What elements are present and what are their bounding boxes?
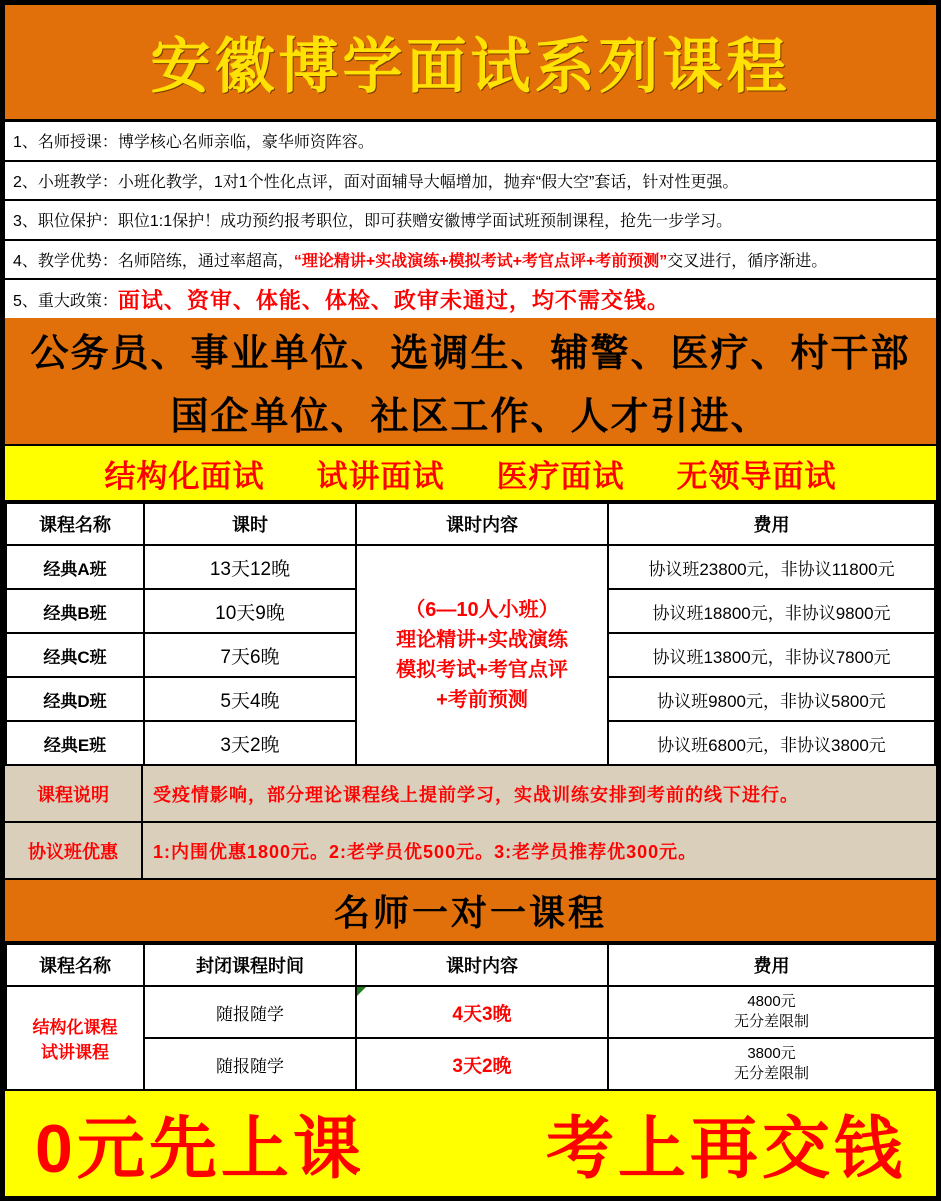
interview-type-leaderless: 无领导面试 (676, 458, 837, 494)
course-d-hours: 5天4晚 (144, 677, 356, 721)
course-note-row (5, 766, 936, 823)
course-e-hours: 3天2晚 (144, 721, 356, 765)
course-e-name: 经典E班 (6, 721, 144, 765)
row2-fee (608, 1038, 935, 1090)
row2-fee-line2: 无分差限制 (733, 1065, 809, 1082)
header2-content: 课时内容 (356, 944, 608, 986)
intro-point-4-suffix: 交叉进行，循序渐进。 (667, 253, 828, 271)
course-table-header-row (6, 503, 935, 545)
row1-hours-text: 4天3晚 (452, 1003, 512, 1025)
intro-point-5-highlight: 面试、资审、体能、体检、政审未通过，均不需交钱。 (117, 287, 670, 313)
content-line-2: 理论精讲+实战演练 (396, 629, 568, 651)
course-note-text: 受疫情影响，部分理论课程线上提前学习，实战训练安排到考前的线下进行。 (153, 784, 799, 805)
intro-point-5-prefix: 5、重大政策： (13, 292, 118, 310)
bottom-slogan-banner (5, 1091, 936, 1196)
course-b-hours: 10天9晚 (144, 589, 356, 633)
page-title: 安徽博学面试系列课程 (150, 33, 791, 100)
intro-point-2 (5, 162, 936, 202)
one-to-one-table-section (5, 943, 936, 1091)
interview-types-banner (5, 446, 936, 502)
header2-schedule: 封闭课程时间 (144, 944, 356, 986)
intro-points (5, 122, 936, 318)
one-to-one-title: 名师一对一课程 (333, 892, 607, 933)
course-c-hours: 7天6晚 (144, 633, 356, 677)
course-name-structured: 结构化课程 (32, 1018, 118, 1037)
intro-point-4-prefix: 4、教学优势：名师陪练，通过率超高， (13, 253, 294, 271)
course-b-fee: 协议班18800元，非协议9800元 (608, 589, 935, 633)
row2-hours-text: 3天2晚 (452, 1055, 512, 1077)
one-to-one-row-2 (6, 1038, 935, 1090)
intro-point-5 (5, 280, 936, 318)
header-course-name: 课程名称 (6, 503, 144, 545)
row1-schedule: 随报随学 (144, 986, 356, 1038)
row1-hours (356, 986, 608, 1038)
intro-point-1-text: 1、名师授课：博学核心名师亲临，豪华师资阵容。 (13, 134, 374, 152)
header-content: 课时内容 (356, 503, 608, 545)
intro-point-3 (5, 201, 936, 241)
header-hours: 课时 (144, 503, 356, 545)
one-to-one-course-names (6, 986, 144, 1090)
discount-note-row (5, 823, 936, 880)
content-line-3: 模拟考试+考官点评 (396, 659, 568, 681)
one-to-one-header-row (6, 944, 935, 986)
row1-fee-line1: 4800元 (747, 993, 796, 1010)
content-line-1: （6—10人小班） (405, 599, 559, 621)
course-d-fee: 协议班9800元，非协议5800元 (608, 677, 935, 721)
course-row-a (6, 545, 935, 589)
one-to-one-row-1 (6, 986, 935, 1038)
interview-type-structured: 结构化面试 (104, 458, 265, 494)
course-name-lecture: 试讲课程 (41, 1043, 109, 1062)
course-e-fee: 协议班6800元，非协议3800元 (608, 721, 935, 765)
jobs-banner (5, 318, 936, 446)
slogan-left: 0元先上课 (35, 1111, 365, 1187)
intro-point-4 (5, 241, 936, 281)
intro-point-4-highlight: “理论精讲+实战演练+模拟考试+考官点评+考前预测” (293, 253, 668, 271)
intro-point-2-text: 2、小班教学：小班化教学，1对1个性化点评，面对面辅导大幅增加，抛弃“假大空”套话，针对性更强。 (13, 173, 739, 191)
intro-point-1 (5, 122, 936, 162)
course-a-hours: 13天12晚 (144, 545, 356, 589)
course-b-name: 经典B班 (6, 589, 144, 633)
course-d-name: 经典D班 (6, 677, 144, 721)
intro-point-3-text: 3、职位保护：职位1:1保护！成功预约报考职位，即可获赠安徽博学面试班预制课程，抢先一步学习。 (13, 213, 733, 231)
slogan-right: 考上再交钱 (545, 1111, 906, 1187)
interview-type-medical: 医疗面试 (496, 458, 625, 494)
course-a-name: 经典A班 (6, 545, 144, 589)
row2-hours (356, 1038, 608, 1090)
row1-fee (608, 986, 935, 1038)
one-to-one-banner (5, 880, 936, 943)
row2-schedule: 随报随学 (144, 1038, 356, 1090)
header-banner (5, 5, 936, 122)
header2-course-name: 课程名称 (6, 944, 144, 986)
course-c-fee: 协议班13800元，非协议7800元 (608, 633, 935, 677)
jobs-line-2: 国企单位、社区工作、人才引进、 (170, 396, 771, 438)
header-fee: 费用 (608, 503, 935, 545)
interview-type-lecture: 试讲面试 (316, 458, 445, 494)
content-line-4: +考前预测 (436, 689, 528, 711)
excel-corner-flag (357, 987, 366, 996)
course-c-name: 经典C班 (6, 633, 144, 677)
discount-note-label: 协议班优惠 (5, 823, 143, 878)
header2-fee: 费用 (608, 944, 935, 986)
row2-fee-line1: 3800元 (747, 1045, 796, 1062)
course-note-label: 课程说明 (5, 766, 143, 821)
course-table (5, 502, 936, 766)
row1-fee-line2: 无分差限制 (733, 1013, 809, 1030)
course-a-fee: 协议班23800元，非协议11800元 (608, 545, 935, 589)
jobs-line-1: 公务员、事业单位、选调生、辅警、医疗、村干部 (30, 333, 911, 375)
course-table-section (5, 502, 936, 766)
discount-note-text: 1:内围优惠1800元。2:老学员优500元。3:老学员推荐优300元。 (153, 841, 698, 862)
one-to-one-table (5, 943, 936, 1091)
course-content-cell (356, 545, 608, 765)
